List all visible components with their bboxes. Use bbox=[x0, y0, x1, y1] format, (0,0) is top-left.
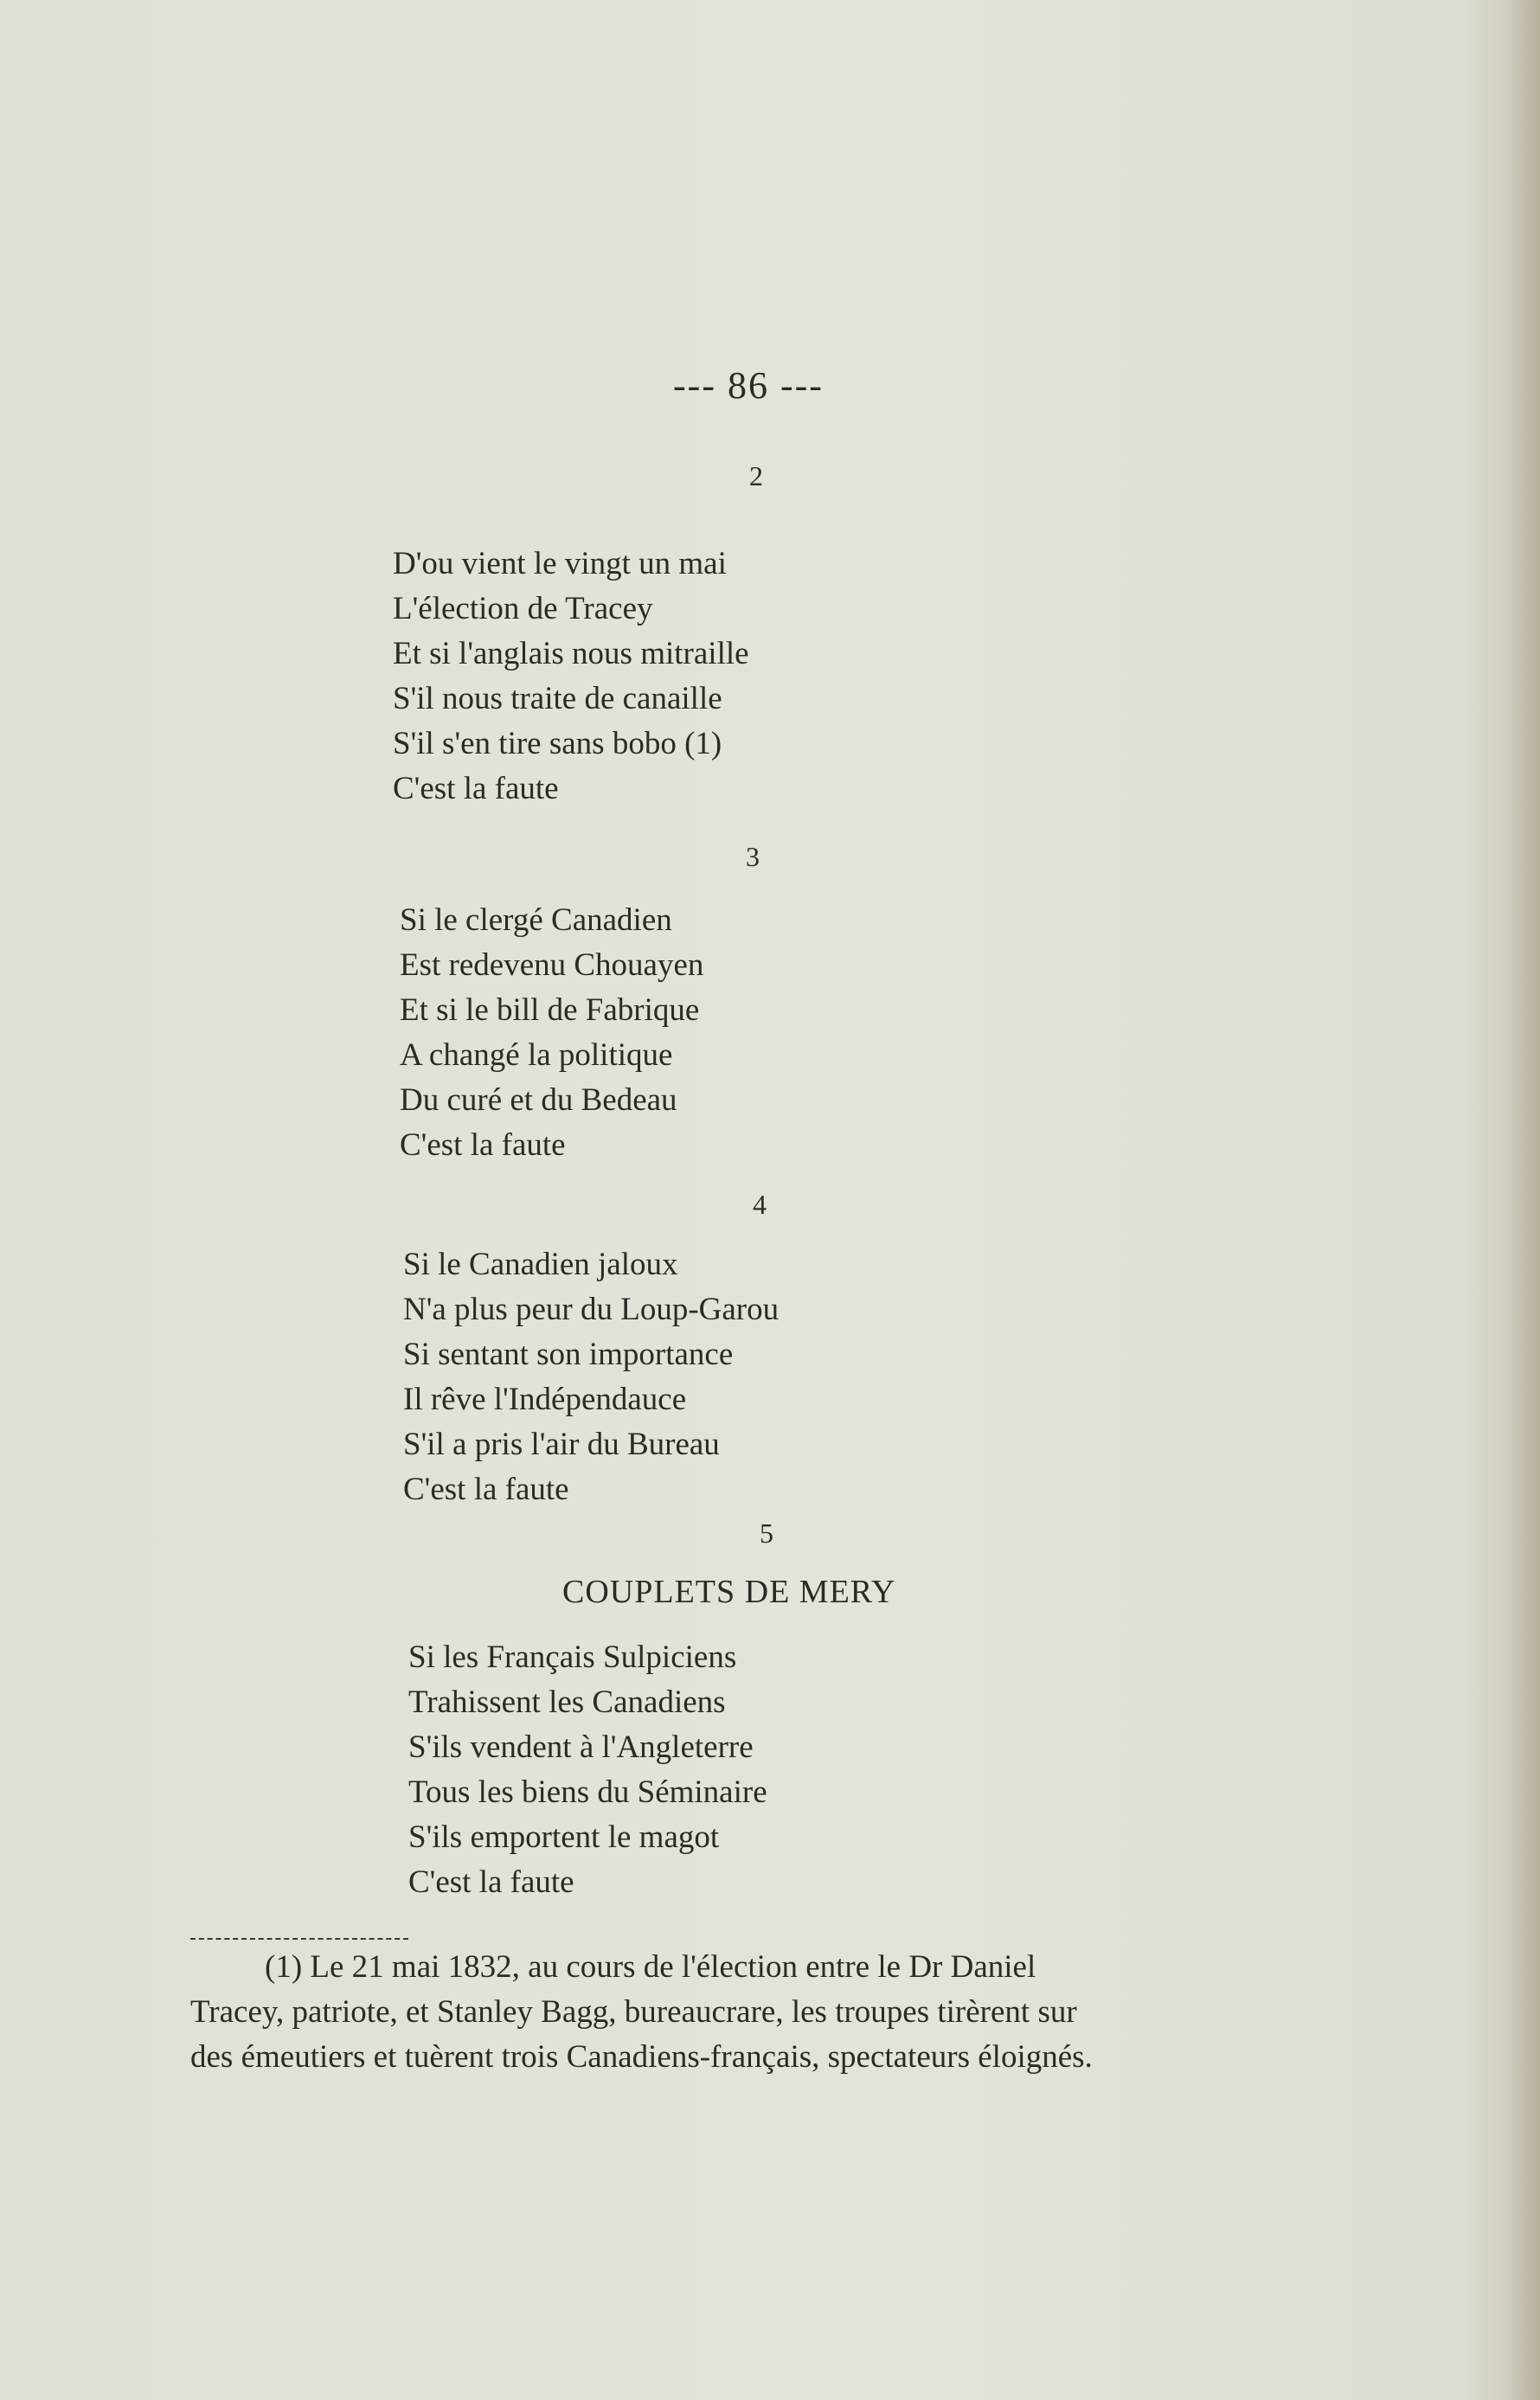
page-edge-shadow bbox=[1505, 0, 1540, 2400]
verse-line: S'il s'en tire sans bobo (1) bbox=[393, 726, 722, 761]
stanza-2 bbox=[393, 542, 749, 812]
stanza-3 bbox=[400, 898, 703, 1168]
stanza-5 bbox=[408, 1635, 767, 1905]
verse-line: Si les Français Sulpiciens bbox=[408, 1640, 737, 1675]
footnote-line: des émeutiers et tuèrent trois Canadiens-français, spectateurs éloignés. bbox=[190, 2039, 1093, 2075]
verse-line: Il rêve l'Indépendauce bbox=[403, 1382, 687, 1417]
verse-line: Du curé et du Bedeau bbox=[400, 1082, 677, 1118]
verse-line: A changé la politique bbox=[400, 1037, 673, 1073]
verse-line: Est redevenu Chouayen bbox=[400, 947, 704, 983]
footnote-line: (1) Le 21 mai 1832, au cours de l'élection entre le Dr Daniel bbox=[265, 1949, 1036, 1985]
verse-line: Trahissent les Canadiens bbox=[408, 1684, 726, 1720]
verse-line: Si le Canadien jaloux bbox=[403, 1247, 678, 1282]
stanza-4 bbox=[403, 1242, 779, 1512]
section-heading: COUPLETS DE MERY bbox=[562, 1574, 896, 1610]
page-number: --- 86 --- bbox=[673, 364, 824, 407]
verse-line: L'élection de Tracey bbox=[393, 591, 653, 626]
footnote-rule bbox=[190, 1938, 408, 1940]
footnote bbox=[190, 1945, 1358, 2080]
stanza-number: 3 bbox=[746, 841, 760, 872]
verse-line: S'ils vendent à l'Angleterre bbox=[408, 1729, 754, 1765]
verse-line: C'est la faute bbox=[393, 771, 559, 806]
verse-line: Si sentant son importance bbox=[403, 1337, 734, 1372]
verse-line: C'est la faute bbox=[408, 1864, 574, 1900]
footnote-line: Tracey, patriote, et Stanley Bagg, bureaucrare, les troupes tirèrent sur bbox=[190, 1994, 1077, 2030]
verse-line: C'est la faute bbox=[400, 1127, 566, 1163]
verse-line: Tous les biens du Séminaire bbox=[408, 1774, 767, 1810]
verse-line: N'a plus peur du Loup-Garou bbox=[403, 1292, 780, 1327]
stanza-number: 2 bbox=[749, 460, 763, 491]
verse-line: D'ou vient le vingt un mai bbox=[393, 546, 727, 581]
stanza-number: 5 bbox=[760, 1518, 773, 1549]
verse-line: S'ils emportent le magot bbox=[408, 1819, 720, 1855]
verse-line: Et si le bill de Fabrique bbox=[400, 992, 700, 1028]
verse-line: S'il a pris l'air du Bureau bbox=[403, 1427, 720, 1462]
verse-line: C'est la faute bbox=[403, 1472, 569, 1507]
stanza-number: 4 bbox=[753, 1189, 767, 1220]
verse-line: Si le clergé Canadien bbox=[400, 902, 672, 938]
verse-line: S'il nous traite de canaille bbox=[393, 681, 722, 716]
verse-line: Et si l'anglais nous mitraille bbox=[393, 636, 749, 671]
